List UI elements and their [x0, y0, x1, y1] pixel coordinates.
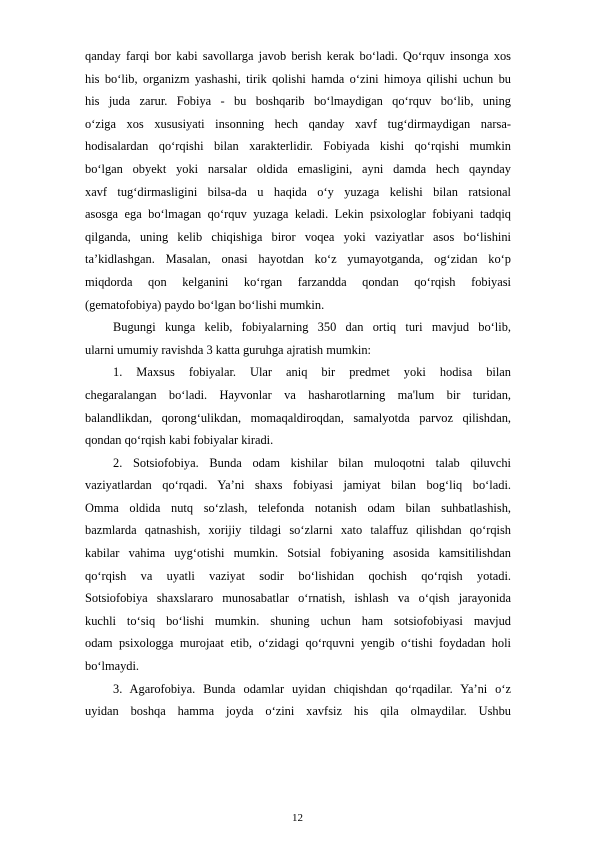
- text-line: hodisalardan qo‘rqishi bilan xarakterlidir. Fobiyada kishi qo‘rqishi mumkin: [85, 139, 511, 154]
- text-line: Sotsiofobiya shaxslararo munosabatlar o‘rnatish, ishlash va o‘qish jarayonida: [85, 591, 511, 606]
- paragraph: [85, 316, 511, 361]
- text-line: qondan qo‘rqish kabi fobiyalar kiradi.: [85, 433, 274, 448]
- text-line: qanday farqi bor kabi savollarga javob berish kerak bo‘ladi. Qo‘rquv insonga xos: [85, 49, 511, 63]
- text-line: qo‘rqish va uyatli vaziyat sodir bo‘lishidan qochish qo‘rqish yotadi.: [85, 568, 511, 583]
- text-line: Bugungi kunga kelib, fobiyalarning 350 dan ortiq turi mavjud bo‘lib,: [113, 320, 511, 335]
- text-line: 1. Maxsus fobiyalar. Ular aniq bir predmet yoki hodisa bilan: [113, 365, 511, 380]
- text-line: kuchli to‘siq bo‘lishi mumkin. shuning uchun ham sotsiofobiyasi mavjud: [85, 613, 511, 628]
- text-line: ularni umumiy ravishda 3 katta guruhga ajratish mumkin:: [85, 342, 371, 357]
- text-line: ta’kidlashgan. Masalan, onasi hayotdan ko‘z yumayotganda, og‘zidan ko‘p: [85, 252, 511, 267]
- paragraph: [85, 678, 511, 723]
- page-number: 12: [292, 812, 303, 824]
- text-line: vaziyatlardan qo‘rqadi. Ya’ni shaxs fobiyasi jamiyat bilan bog‘liq bo‘ladi.: [85, 478, 511, 493]
- text-line: asosga ega bo‘lmagan qo‘rquv yuzaga keladi. Lekin psixologlar fobiyani tadqiq: [85, 207, 511, 222]
- text-line: (gematofobiya) paydo bo‘lgan bo‘lishi mumkin.: [85, 297, 325, 312]
- text-line: balandlikdan, qorong‘ulikdan, momaqaldiroqdan, samalyotda parvoz qilishdan,: [85, 410, 511, 425]
- text-line: bazmlarda qatnashish, xorijiy tildagi so‘zlarni xato talaffuz qilishdan qo‘rqish: [85, 523, 511, 538]
- text-line: 3. Agarofobiya. Bunda odamlar uyidan chiqishdan qo‘rqadilar. Ya’ni o‘z: [113, 681, 511, 696]
- text-line: 2. Sotsiofobiya. Bunda odam kishilar bilan muloqotni talab qiluvchi: [113, 455, 511, 470]
- text-line: xavf tug‘dirmasligini bilsa-da u haqida o‘y yuzaga kelishi bilan ratsional: [85, 184, 511, 199]
- paragraph: [85, 452, 511, 678]
- text-line: miqdorda qon kelganini ko‘rgan farzandda qondan qo‘rqish fobiyasi: [85, 274, 511, 289]
- text-line: his juda zarur. Fobiya - bu boshqarib bo‘lmaydigan qo‘rquv bo‘lib, uning: [85, 94, 511, 109]
- text-line: odam psixologga murojaat etib, o‘zidagi qo‘rquvni yengib o‘tishi foydadan holi: [85, 636, 511, 651]
- text-line: his bo‘lib, organizm yashashi, tirik qolishi hamda o‘zini himoya qilishi uchun bu: [85, 71, 511, 86]
- paragraph: [85, 361, 511, 451]
- text-line: bo‘lgan obyekt yoki narsalar oldida emasligini, ayni damda hech qaynday: [85, 161, 511, 176]
- text-line: Omma oldida nutq so‘zlash, telefonda notanish odam bilan suhbatlashish,: [85, 500, 511, 515]
- text-line: kabilar vahima uyg‘otishi mumkin. Sotsial fobiyaning asosida kamsitilishdan: [85, 546, 511, 561]
- text-line: o‘ziga xos xususiyati insonning hech qanday xavf tug‘dirmaydigan narsa-: [85, 116, 511, 131]
- paragraph: [85, 45, 511, 316]
- text-line: bo‘lmaydi.: [85, 659, 140, 674]
- text-line: uyidan boshqa hamma joyda o‘zini xavfsiz his qila olmaydilar. Ushbu: [85, 704, 511, 719]
- text-line: qilganda, uning kelib chiqishiga biror voqea yoki vaziyatlar asos bo‘lishini: [85, 229, 511, 244]
- document-page: [85, 45, 511, 723]
- text-line: chegaralangan bo‘ladi. Hayvonlar va hasharotlarning ma'lum bir turidan,: [85, 387, 511, 402]
